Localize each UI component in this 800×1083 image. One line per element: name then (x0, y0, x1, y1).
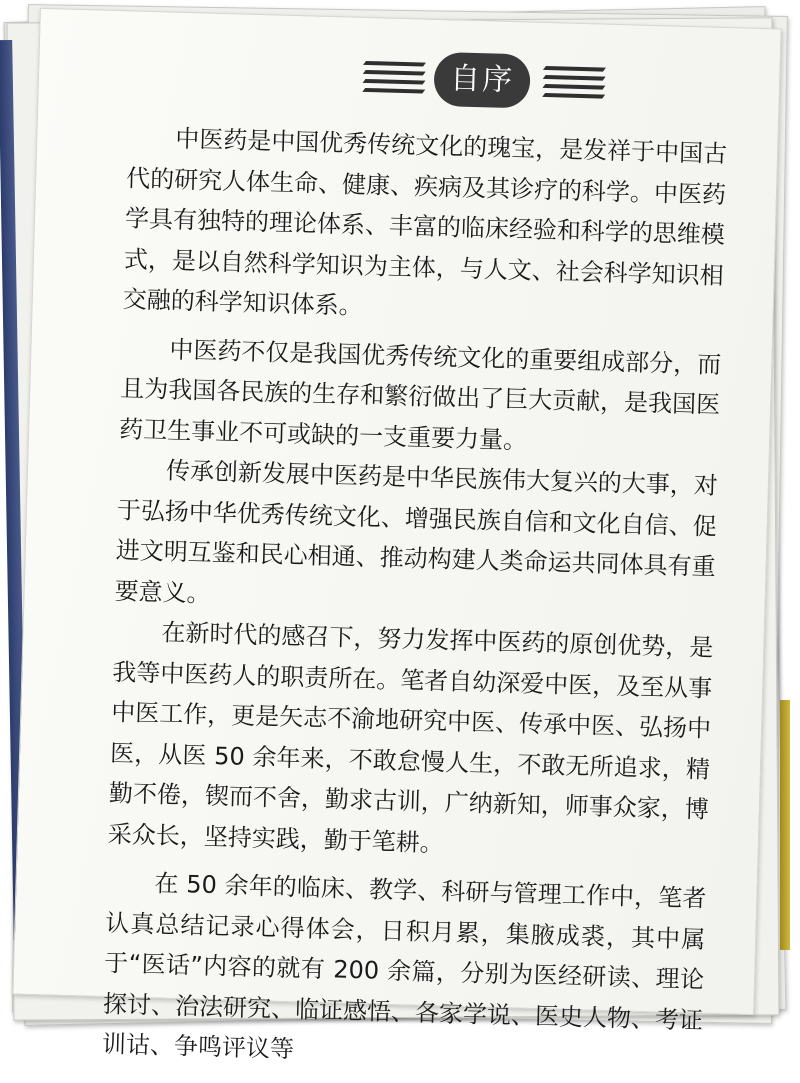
preface-body (101, 117, 727, 1081)
header-decoration-right (544, 61, 605, 103)
paragraph: 中医药不仅是我国优秀传统文化的重要组成部分，而且为我国各民族的生存和繁衍做出了巨大贡献，是我国医药卫生事业不可或缺的一支重要力量。 (118, 335, 722, 455)
book-page (12, 8, 781, 1064)
paragraph: 在 50 余年的临床、教学、科研与管理工作中，笔者认真总结记录心得体会，日积月累，集腋成裘，其中属于“医话”内容的就有 200 余篇，分别为医经研读、理论探讨、治法研究、临证感悟、各家学说、医史人物、考证训诂、争鸣评议等 (101, 869, 707, 1064)
paragraph: 中医药是中国优秀传统文化的瑰宝，是发祥于中国古代的研究人体生命、健康、疾病及其诊疗的科学。中医药学具有独特的理论体系、丰富的临床经验和科学的思维模式，是以自然科学知识为主体，与人文、社会科学知识相交融的科学知识体系。 (122, 124, 728, 320)
paragraph: 在新时代的感召下，努力发挥中医药的原创优势，是我等中医药人的职责所在。笔者自幼深爱中医，及至从事中医工作，更是矢志不渝地研究中医、传承中医、弘扬中医，从医 50 余年来，不敢怠慢人生，不敢无所追求，精勤不倦，锲而不舍，勤求古训，广纳新知，师事众家，博采众长，坚持实践，勤于笔耕。 (107, 618, 714, 857)
book-cover-edge (780, 700, 790, 950)
paragraph: 传承创新发展中医药是中华民族伟大复兴的大事，对于弘扬中华优秀传统文化、增强民族自信和文化自信、促进文明互鉴和民心相通、推动构建人类命运共同体具有重要意义。 (114, 456, 719, 608)
section-header (353, 46, 635, 114)
header-decoration-left (364, 56, 425, 98)
section-title: 自序 (433, 52, 530, 109)
